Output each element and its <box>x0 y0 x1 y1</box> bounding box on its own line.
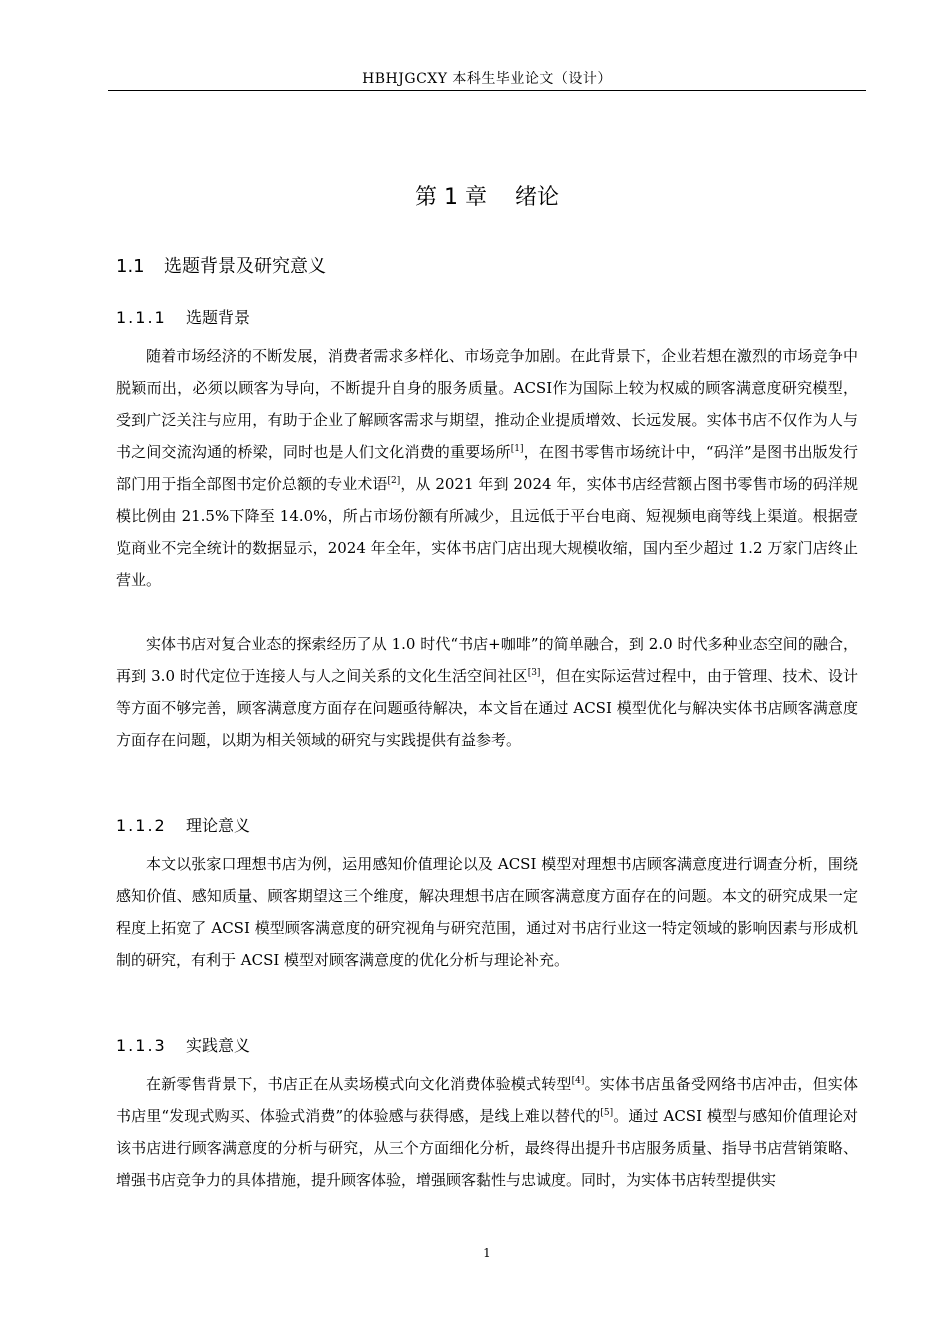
text-run: ，但在实际运营过程中，由于管理、技术、设计等方面不够完善，顾客满意度方面存在问题亟待解决，本文旨在通过 ACSI 模型优化与解决实体书店顾客满意度方面存在问题，以期为相关领域的研究与实践提供有益参考。 <box>116 667 858 749</box>
paragraph-practice <box>116 1068 858 1196</box>
text-run: 实体书店对复合业态的探索经历了从 1.0 时代“书店+咖啡”的简单融合，到 2.0 时代多种业态空间的融合，再到 3.0 时代定位于连接人与人之间关系的文化生活空间社区 <box>116 635 858 685</box>
page-header: HBHJGCXY 本科生毕业论文（设计） <box>362 71 612 87</box>
paragraph-theory: 本文以张家口理想书店为例，运用感知价值理论以及 ACSI 模型对理想书店顾客满意度进行调查分析，围绕感知价值、感知质量、顾客期望这三个维度，解决理想书店在顾客满意度方面存在的问题。本文的研究成果一定程度上拓宽了 ACSI 模型顾客满意度的研究视角与研究范围，通过对书店行业这一特定领域的影响因素与形成机制的研究，有利于 ACSI 模型对顾客满意度的优化分析与理论补充。 <box>116 855 858 969</box>
text-run: ，在图书零售市场统计中，“码洋”是图书出版发行部门用于指全部图书定价总额的专业术语 <box>116 443 858 493</box>
subsection-heading-1-1-2 <box>116 813 250 836</box>
subsection-title: 实践意义 <box>186 1036 251 1055</box>
text-run: 在新零售背景下，书店正在从卖场模式向文化消费体验模式转型 <box>146 1075 572 1093</box>
paragraph-background-1 <box>116 340 858 596</box>
text-run: ，从 2021 年到 2024 年，实体书店经营额占图书零售市场的码洋规模比例由 21.5%下降至 14.0%，所占市场份额有所减少，且远低于平台电商、短视频电商等线上渠道。根据壹览商业不完全统计的数据显示，2024 年全年，实体书店门店出现大规模收缩，国内至少超过 1.2 万家门店终止营业。 <box>116 475 858 589</box>
subsection-title: 选题背景 <box>186 308 251 327</box>
header-rule <box>108 90 866 91</box>
subsection-title: 理论意义 <box>186 816 251 835</box>
citation-ref: [4] <box>571 1076 585 1086</box>
section-title: 选题背景及研究意义 <box>164 256 326 277</box>
subsection-number: 1.1.2 <box>116 816 167 835</box>
subsection-number: 1.1.1 <box>116 308 167 327</box>
text-run: 。通过 ACSI 模型与感知价值理论对该书店进行顾客满意度的分析与研究，从三个方面细化分析，最终得出提升书店服务质量、指导书店营销策略、增强书店竞争力的具体措施，提升顾客体验，增强顾客黏性与忠诚度。同时，为实体书店转型提供实 <box>116 1107 858 1189</box>
page-number: 1 <box>483 1246 491 1260</box>
paragraph-background-2 <box>116 628 858 756</box>
subsection-number: 1.1.3 <box>116 1036 167 1055</box>
subsection-heading-1-1-1 <box>116 305 250 328</box>
text-run: 随着市场经济的不断发展，消费者需求多样化、市场竞争加剧。在此背景下，企业若想在激烈的市场竞争中脱颖而出，必须以顾客为导向，不断提升自身的服务质量。ACSI作为国际上较为权威的顾客满意度研究模型，受到广泛关注与应用，有助于企业了解顾客需求与期望，推动企业提质增效、长远发展。实体书店不仅作为人与书之间交流沟通的桥梁，同时也是人们文化消费的重要场所 <box>116 347 858 461</box>
chapter-title: 第 1 章 绪论 <box>415 185 559 210</box>
subsection-heading-1-1-3 <box>116 1033 250 1056</box>
section-heading-1-1 <box>116 252 326 278</box>
citation-ref: [2] <box>387 476 401 486</box>
citation-ref: [1] <box>510 444 524 454</box>
text-run: 。实体书店虽备受网络书店冲击，但实体书店里“发现式购买、体验式消费”的体验感与获得感，是线上难以替代的 <box>116 1075 858 1125</box>
citation-ref: [5] <box>600 1108 614 1118</box>
section-number: 1.1 <box>116 256 145 277</box>
citation-ref: [3] <box>527 668 541 678</box>
